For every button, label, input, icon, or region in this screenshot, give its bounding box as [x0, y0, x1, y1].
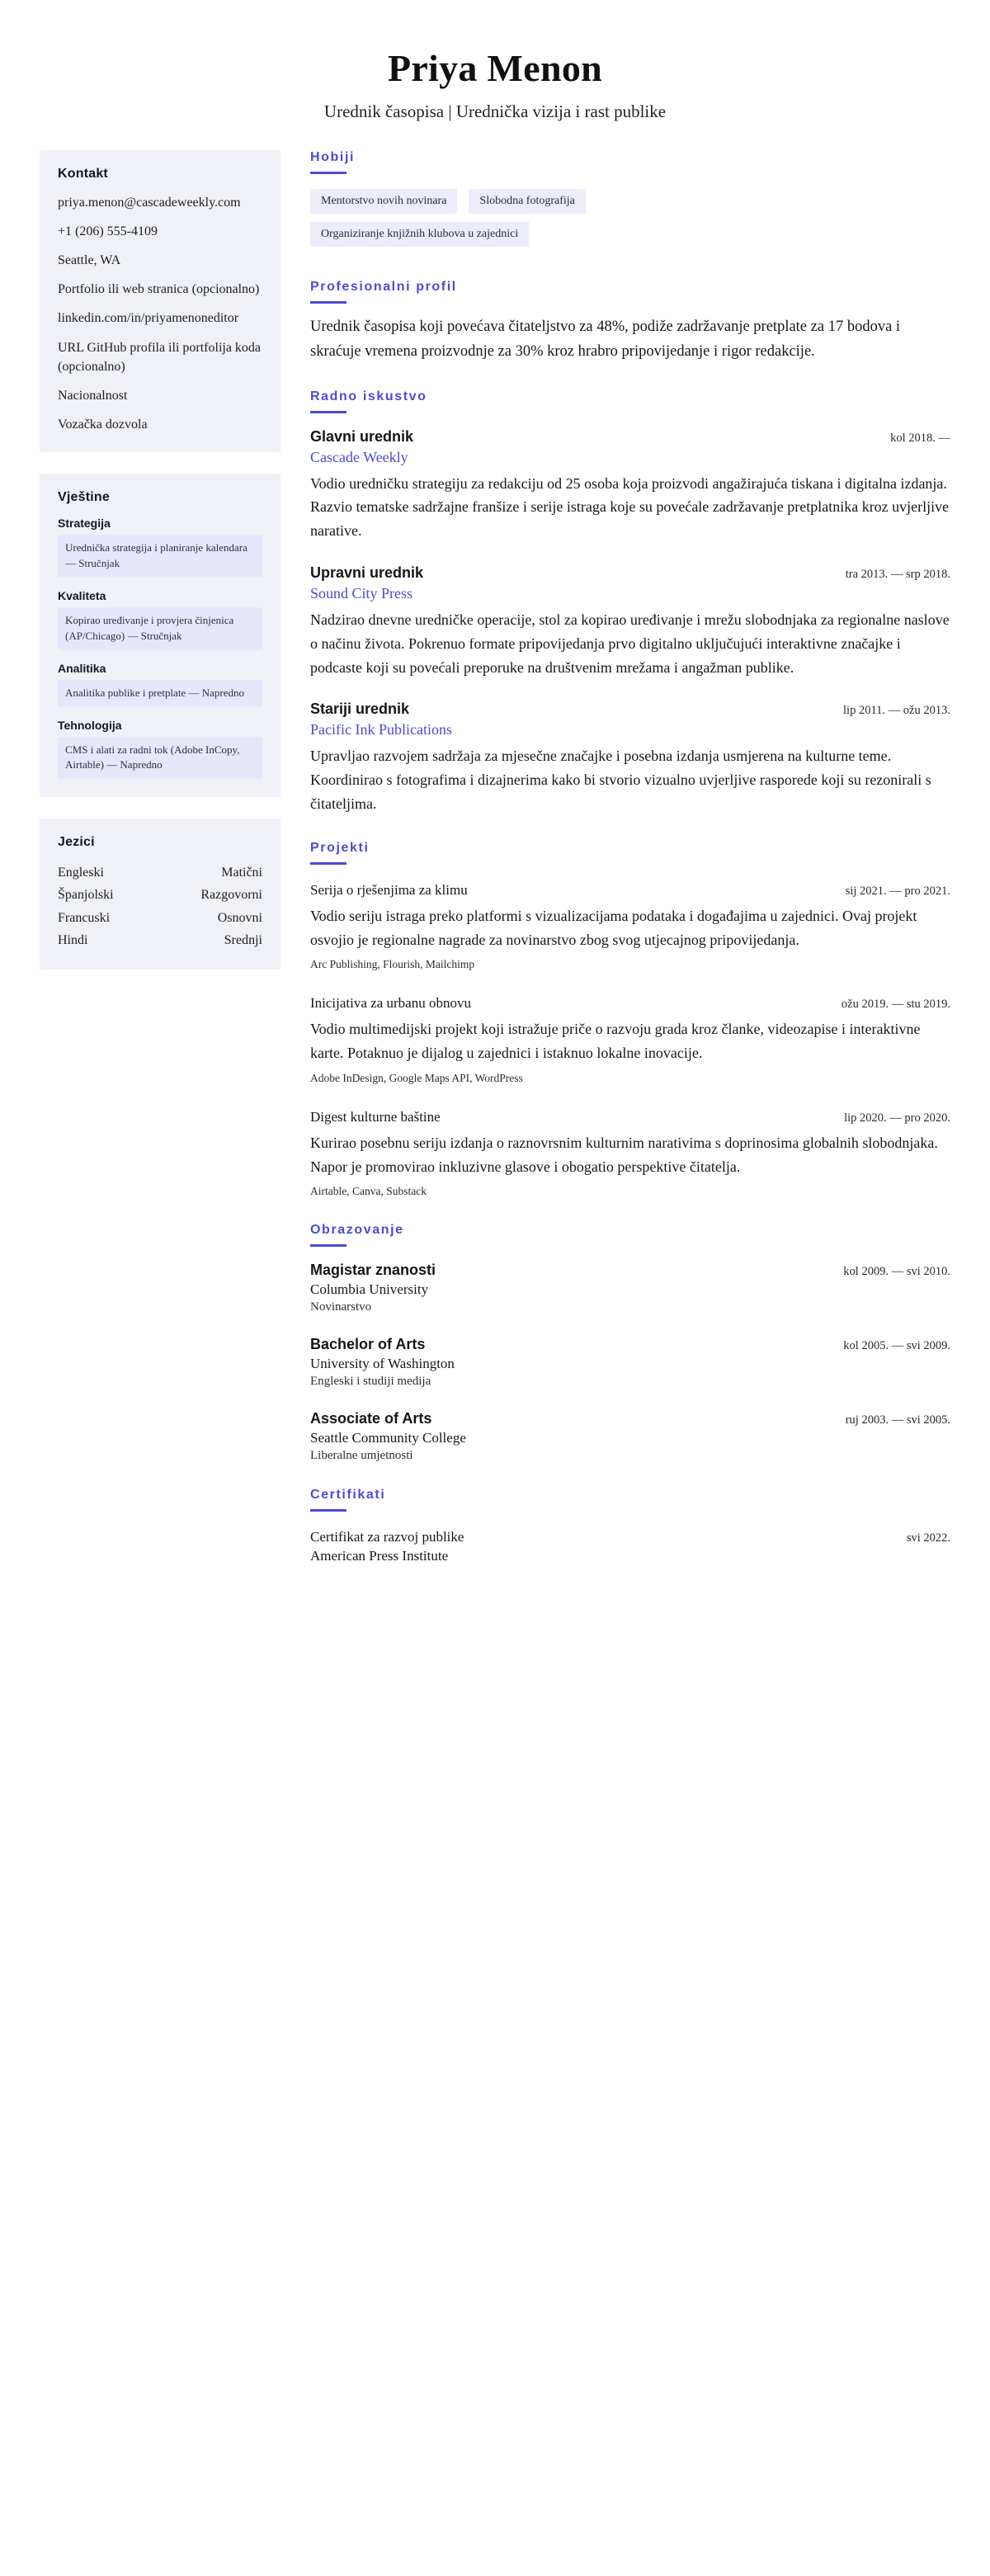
hobby-tag: Mentorstvo novih novinara [310, 189, 457, 214]
certificate-issuer: American Press Institute [310, 1548, 449, 1564]
certificates-section [310, 1488, 950, 1564]
education-entry [310, 1410, 950, 1463]
education-degree: Bachelor of Arts [310, 1336, 426, 1353]
education-school: University of Washington [310, 1356, 455, 1372]
experience-role: Stariji urednik [310, 701, 410, 718]
project-entry [310, 993, 950, 1085]
skill-value: Analitika publike i pretplate — Napredno [58, 680, 262, 707]
education-field: Liberalne umjetnosti [310, 1449, 413, 1463]
contact-location: Seattle, WA [58, 252, 121, 267]
language-level: Srednji [224, 932, 262, 947]
contact-email: priya.menon@cascadeweekly.com [58, 195, 241, 210]
hobbies-tags [310, 189, 950, 255]
education-field: Novinarstvo [310, 1300, 372, 1314]
section-rule [310, 301, 346, 304]
experience-title: Radno iskustvo [310, 389, 427, 403]
education-degree: Magistar znanosti [310, 1262, 436, 1279]
project-tools: Arc Publishing, Flourish, Mailchimp [310, 958, 475, 971]
hobby-tag: Organiziranje knjižnih klubova u zajednici [310, 222, 529, 247]
contact-driving-licence: Vozačka dozvola [58, 418, 148, 432]
project-description: Vodio multimedijski projekt koji istražuje priče o razvoju grada kroz članke, videozapise i interaktivne karte. Potaknuo je dijalog u zajednici i istaknuo lokalne inovacije. [310, 1021, 921, 1062]
experience-date: kol 2018. — [890, 431, 950, 445]
experience-role: Upravni urednik [310, 564, 424, 581]
project-date: sij 2021. — pro 2021. [845, 884, 950, 898]
language-row [58, 907, 262, 929]
language-level: Razgovorni [200, 888, 262, 903]
sidebar [40, 150, 280, 991]
section-rule [310, 1509, 346, 1512]
project-description: Vodio seriju istraga preko platformi s vizualizacijama podataka i događajima u zajednici. Ovaj projekt osvojio je regionalne nagrade za novinarstvo zbog svog utjecajnog pripovijedanja. [310, 907, 917, 948]
entry-head [310, 1106, 950, 1125]
experience-entry [310, 701, 950, 815]
language-name: Engleski [58, 866, 104, 880]
skill-category: Strategija [58, 517, 111, 531]
skill-group [58, 517, 262, 578]
language-level: Osnovni [217, 910, 262, 925]
language-level: Matični [221, 866, 262, 880]
entry-head [310, 880, 950, 899]
hobby-tag: Slobodna fotografija [469, 189, 585, 214]
entry-head [310, 564, 950, 582]
projects-section [310, 841, 950, 1199]
project-description: Kurirao posebnu seriju izdanja o raznovrsnim kulturnim narativima s doprinosima globalnih slobodnjaka. Napor je promovirao inkluzivne glasove i obogatio perspektive čitatelja. [310, 1134, 938, 1175]
resume-header [40, 48, 950, 122]
entry-head [310, 1262, 950, 1279]
language-name: Španjolski [58, 888, 114, 903]
language-row [58, 861, 262, 884]
experience-description: Nadzirao dnevne uredničke operacije, stol za kopirao uređivanje i mrežu slobodnjaka za regionalne naslove o načinu života. Pokrenuo formate pripovijedanja prvo digitalno uključujući interaktivne značajke i podcaste koji su povećali preporuke na društvenim mrežama i angažman publike. [310, 611, 950, 676]
languages-block [40, 819, 280, 970]
section-rule [310, 862, 346, 865]
experience-company: Cascade Weekly [310, 448, 408, 465]
experience-role: Glavni urednik [310, 427, 414, 445]
skill-category: Analitika [58, 661, 106, 675]
language-row [58, 884, 262, 906]
entry-head [310, 701, 950, 718]
language-name: Hindi [58, 932, 88, 947]
education-date: kol 2009. — svi 2010. [843, 1265, 950, 1279]
project-name: Serija o rješenjima za klimu [310, 881, 468, 898]
skill-value: CMS i alati za radni tok (Adobe InCopy, Airtable) — Napredno [58, 737, 262, 780]
hobbies-section [310, 150, 950, 255]
experience-date: tra 2013. — srp 2018. [845, 567, 950, 581]
contact-portfolio: Portfolio ili web stranica (opcionalno) [58, 282, 260, 297]
language-name: Francuski [58, 910, 111, 925]
education-degree: Associate of Arts [310, 1410, 432, 1427]
skill-value: Kopirao uređivanje i provjera činjenica (AP/Chicago) — Stručnjak [58, 607, 262, 650]
section-rule [310, 172, 346, 174]
skills-title: Vještine [58, 490, 110, 505]
candidate-name: Priya Menon [387, 47, 603, 89]
language-row [58, 929, 262, 951]
profile-text: Urednik časopisa koji povećava čitateljstvo za 48%, podiže zadržavanje pretplate za 17 bodova i skraćuje vremena proizvodnje za 30% kroz hrabro pripovijedanje i rigor redakcije. [310, 318, 901, 360]
resume-body [40, 150, 950, 1590]
experience-date: lip 2011. — ožu 2013. [843, 704, 950, 718]
project-date: lip 2020. — pro 2020. [844, 1111, 950, 1125]
education-entry [310, 1262, 950, 1314]
experience-entry [310, 428, 950, 543]
education-date: ruj 2003. — svi 2005. [845, 1413, 950, 1427]
experience-description: Upravljao razvojem sadržaja za mjesečne značajke i posebna izdanja usmjerena na kulturne teme. Koordinirao s fotografima i dizajnerima kako bi stvorio vizualno uvjerljive rasporede koji su rezonirali s čitateljima. [310, 748, 931, 812]
education-school: Seattle Community College [310, 1430, 466, 1446]
certificate-name: Certifikat za razvoj publike [310, 1529, 464, 1545]
experience-company: Sound City Press [310, 584, 413, 602]
education-date: kol 2005. — svi 2009. [843, 1339, 950, 1353]
contact-nationality: Nacionalnost [58, 388, 128, 403]
entry-head [310, 1410, 950, 1427]
hobbies-title: Hobiji [310, 149, 356, 164]
certificate-entry [310, 1526, 950, 1564]
project-entry [310, 880, 950, 972]
profile-title: Profesionalni profil [310, 279, 457, 294]
languages-title: Jezici [58, 835, 95, 850]
entry-head [310, 1526, 950, 1545]
project-name: Inicijativa za urbanu obnovu [310, 995, 471, 1012]
section-rule [310, 411, 346, 413]
skill-category: Kvaliteta [58, 588, 106, 602]
skill-group [58, 662, 262, 707]
project-tools: Airtable, Canva, Substack [310, 1185, 427, 1198]
experience-entry [310, 564, 950, 679]
contact-block [40, 150, 280, 453]
entry-head [310, 428, 950, 446]
contact-github: URL GitHub profila ili portfolija koda (opcionalno) [58, 340, 262, 374]
skill-group [58, 589, 262, 650]
project-tools: Adobe InDesign, Google Maps API, WordPress [310, 1071, 523, 1084]
education-title: Obrazovanje [310, 1223, 404, 1238]
contact-linkedin: linkedin.com/in/priyamenoneditor [58, 311, 239, 326]
skill-group [58, 719, 262, 780]
candidate-headline: Urednik časopisa | Urednička vizija i rast publike [323, 101, 667, 121]
project-entry [310, 1106, 950, 1199]
education-field: Engleski i studiji medija [310, 1375, 431, 1389]
experience-section [310, 389, 950, 816]
contact-phone: +1 (206) 555-4109 [58, 224, 158, 238]
projects-title: Projekti [310, 840, 370, 855]
main-content [280, 150, 950, 1590]
skills-block [40, 474, 280, 797]
profile-section [310, 280, 950, 365]
skill-category: Tehnologija [58, 718, 122, 732]
experience-company: Pacific Ink Publications [310, 721, 452, 738]
certificates-title: Certifikati [310, 1488, 386, 1503]
experience-description: Vodio uredničku strategiju za redakciju od 25 osoba koja proizvodi angažirajuća tiskana i digitalna izdanja. Razvio tematske sadržajne franšize i serije istraga koje su povećale zadržavanje pretplatnika kroz uvjerljive narative. [310, 474, 950, 540]
project-name: Digest kulturne baštine [310, 1108, 441, 1125]
contact-title: Kontakt [58, 166, 108, 181]
entry-head [310, 1336, 950, 1353]
entry-head [310, 993, 950, 1012]
education-school: Columbia University [310, 1281, 429, 1298]
certificate-date: svi 2022. [906, 1531, 950, 1545]
section-rule [310, 1244, 346, 1247]
education-section [310, 1223, 950, 1463]
skill-value: Urednička strategija i planiranje kalendara — Stručnjak [58, 535, 262, 578]
education-entry [310, 1336, 950, 1389]
project-date: ožu 2019. — stu 2019. [841, 998, 950, 1012]
